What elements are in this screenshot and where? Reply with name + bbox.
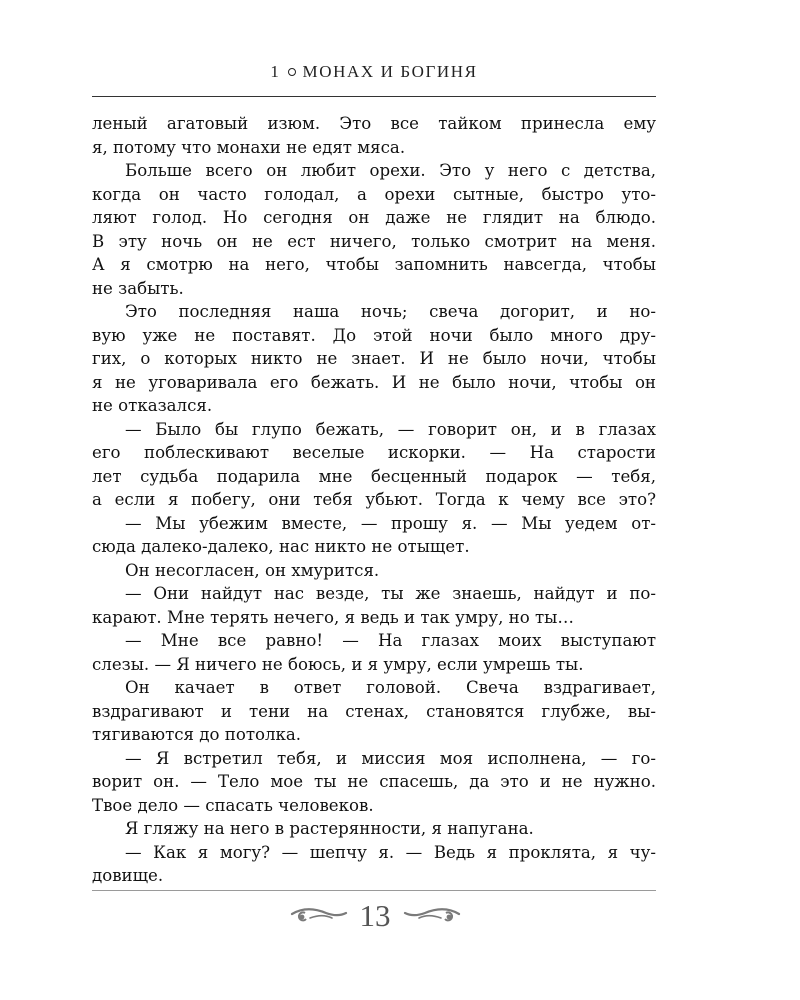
- text-line: лет судьба подарила мне бесценный подарок — тебя,: [92, 466, 656, 486]
- text-line: когда он часто голодал, а орехи сытные, быстро уто-: [92, 184, 656, 204]
- text-line: а если я побегу, они тебя убьют. Тогда к чему все это?: [92, 490, 656, 509]
- scroll-flourish-icon: [288, 905, 350, 927]
- text-line: вздрагивают и тени на стенах, становятся глубже, вы-: [92, 701, 656, 721]
- text-line: я не уговаривала его бежать. И не было ночи, чтобы он: [92, 372, 656, 392]
- text-line: Больше всего он любит орехи. Это у него с детства,: [125, 161, 656, 180]
- text-line: сюда далеко-далеко, нас никто не отыщет.: [92, 537, 470, 556]
- text-line: карают. Мне терять нечего, я ведь и так умру, но ты…: [92, 607, 574, 627]
- footer-rule: [92, 890, 656, 891]
- text-line: его поблескивают веселые искорки. — На старости: [92, 443, 656, 462]
- text-line: — Как я могу? — шепчу я. — Ведь я проклята, я чу-: [125, 842, 656, 862]
- text-line: — Я встретил тебя, и миссия моя исполнена, — го-: [125, 748, 656, 768]
- text-line: я, потому что монахи не едят мяса.: [92, 137, 406, 157]
- text-line: — Было бы глупо бежать, — говорит он, и в глазах: [125, 419, 656, 439]
- text-line: ляют голод. Но сегодня он даже не глядит на блюдо.: [92, 208, 656, 227]
- running-header: [92, 62, 656, 82]
- text-line: не забыть.: [92, 278, 184, 298]
- text-line: Это последняя наша ночь; свеча догорит, и но-: [125, 302, 656, 321]
- text-line: гих, о которых никто не знает. И не было ночи, чтобы: [92, 349, 656, 368]
- text-line: В эту ночь он не ест ничего, только смотрит на меня.: [92, 231, 656, 251]
- page-number: 13: [359, 898, 391, 933]
- text-line: — Мы убежим вместе, — прошу я. — Мы уедем от-: [125, 513, 656, 533]
- text-line: ворит он. — Тело мое ты не спасешь, да это и не нужно.: [92, 772, 656, 791]
- chapter-number: 1: [270, 62, 281, 81]
- text-line: слезы. — Я ничего не боюсь, и я умру, если умрешь ты.: [92, 654, 584, 674]
- scroll-flourish-icon: [401, 905, 463, 927]
- text-line: леный агатовый изюм. Это все тайком принесла ему: [92, 114, 656, 133]
- text-line: Он несогласен, он хмурится.: [125, 560, 380, 580]
- text-line: тягиваются до потолка.: [92, 725, 302, 744]
- body-text: [92, 112, 656, 888]
- chapter-title: МОНАХ И БОГИНЯ: [302, 62, 478, 81]
- text-line: А я смотрю на него, чтобы запомнить навсегда, чтобы: [92, 255, 656, 274]
- text-line: Твое дело — спасать человеков.: [92, 795, 374, 815]
- text-line: вую уже не поставят. До этой ночи было много дру-: [92, 325, 656, 345]
- text-line: Он качает в ответ головой. Свеча вздрагивает,: [125, 678, 656, 697]
- page-folio: [280, 896, 470, 936]
- text-line: не отказался.: [92, 396, 213, 415]
- header-rule: [92, 96, 656, 97]
- text-line: — Мне все равно! — На глазах моих выступают: [125, 631, 656, 650]
- text-line: Я гляжу на него в растерянности, я напугана.: [125, 819, 534, 838]
- text-line: — Они найдут нас везде, ты же знаешь, найдут и по-: [125, 584, 656, 603]
- bullet-icon: [288, 68, 296, 76]
- text-line: довище.: [92, 866, 164, 885]
